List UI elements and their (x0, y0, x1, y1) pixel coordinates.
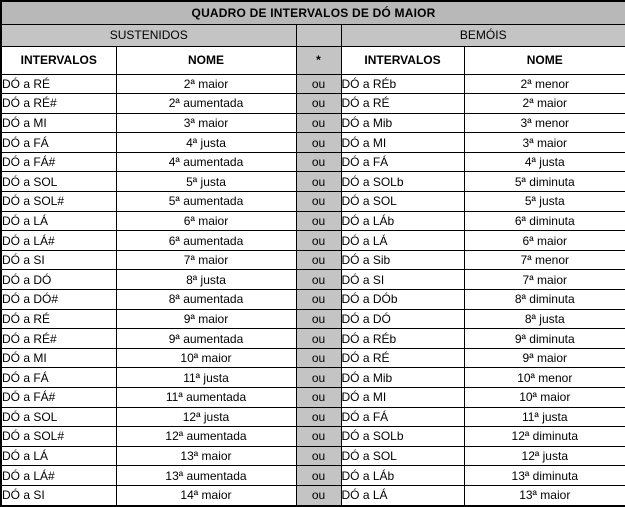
table-row (1, 74, 625, 94)
ou-cell: ou (296, 466, 341, 486)
sustenidos-interval-cell: DÓ a SI (1, 250, 116, 270)
bemois-interval-cell: DÓ a DÓ (341, 309, 464, 329)
bemois-interval-cell: DÓ a LÁ (341, 485, 464, 506)
bemois-name-cell: 10ª maior (464, 388, 625, 408)
bemois-name-cell: 2ª maior (464, 94, 625, 114)
bemois-name-cell: 13ª diminuta (464, 466, 625, 486)
table-row (1, 427, 625, 447)
table-row (1, 348, 625, 368)
bemois-name-cell: 10ª menor (464, 368, 625, 388)
sustenidos-interval-cell: DÓ a DÓ# (1, 290, 116, 310)
bemois-name-cell: 13ª maior (464, 485, 625, 506)
page-title: QUADRO DE INTERVALOS DE DÓ MAIOR (1, 1, 625, 24)
column-header-intervalos-right: INTERVALOS (341, 46, 464, 74)
sustenidos-name-cell: 5ª justa (116, 172, 296, 192)
sustenidos-name-cell: 4ª aumentada (116, 152, 296, 172)
sustenidos-interval-cell: DÓ a RÉ# (1, 329, 116, 349)
ou-cell: ou (296, 329, 341, 349)
bemois-interval-cell: DÓ a FÁ (341, 152, 464, 172)
table-row (1, 270, 625, 290)
table-row (1, 152, 625, 172)
bemois-name-cell: 12ª diminuta (464, 427, 625, 447)
table-row (1, 211, 625, 231)
table-row (1, 231, 625, 251)
sustenidos-interval-cell: DÓ a MI (1, 348, 116, 368)
bemois-name-cell: 2ª menor (464, 74, 625, 94)
bemois-interval-cell: DÓ a SOLb (341, 172, 464, 192)
bemois-name-cell: 7ª maior (464, 270, 625, 290)
column-header-star: * (296, 46, 341, 74)
sustenidos-interval-cell: DÓ a RÉ (1, 309, 116, 329)
table-row (1, 172, 625, 192)
sustenidos-name-cell: 7ª maior (116, 250, 296, 270)
bemois-name-cell: 9ª diminuta (464, 329, 625, 349)
sustenidos-name-cell: 13ª maior (116, 446, 296, 466)
column-header-nome-left: NOME (116, 46, 296, 74)
bemois-interval-cell: DÓ a LÁ (341, 231, 464, 251)
bemois-interval-cell: DÓ a SI (341, 270, 464, 290)
sustenidos-name-cell: 9ª maior (116, 309, 296, 329)
sustenidos-interval-cell: DÓ a SI (1, 485, 116, 506)
table-row (1, 388, 625, 408)
bemois-interval-cell: DÓ a DÓb (341, 290, 464, 310)
ou-cell: ou (296, 485, 341, 506)
ou-cell: ou (296, 348, 341, 368)
sustenidos-interval-cell: DÓ a DÓ (1, 270, 116, 290)
sustenidos-interval-cell: DÓ a SOL (1, 407, 116, 427)
bemois-interval-cell: DÓ a RÉ (341, 94, 464, 114)
bemois-interval-cell: DÓ a Mib (341, 113, 464, 133)
table-row (1, 329, 625, 349)
bemois-name-cell: 5ª justa (464, 192, 625, 212)
sustenidos-name-cell: 5ª aumentada (116, 192, 296, 212)
sustenidos-interval-cell: DÓ a MI (1, 113, 116, 133)
ou-cell: ou (296, 446, 341, 466)
ou-cell: ou (296, 172, 341, 192)
table-row (1, 368, 625, 388)
ou-cell: ou (296, 427, 341, 447)
bemois-name-cell: 12ª justa (464, 446, 625, 466)
sustenidos-interval-cell: DÓ a FÁ (1, 133, 116, 153)
sustenidos-name-cell: 12ª aumentada (116, 427, 296, 447)
table-row (1, 192, 625, 212)
bemois-name-cell: 3ª maior (464, 133, 625, 153)
sustenidos-name-cell: 10ª maior (116, 348, 296, 368)
bemois-interval-cell: DÓ a LÁb (341, 466, 464, 486)
bemois-name-cell: 6ª maior (464, 231, 625, 251)
table-row (1, 407, 625, 427)
section-header-bemois: BEMÓIS (341, 24, 625, 46)
column-header-nome-right: NOME (464, 46, 625, 74)
bemois-name-cell: 9ª maior (464, 348, 625, 368)
sustenidos-interval-cell: DÓ a SOL# (1, 192, 116, 212)
bemois-interval-cell: DÓ a FÁ (341, 407, 464, 427)
bemois-interval-cell: DÓ a MI (341, 388, 464, 408)
sustenidos-name-cell: 2ª maior (116, 74, 296, 94)
table-row (1, 113, 625, 133)
sustenidos-name-cell: 14ª maior (116, 485, 296, 506)
sustenidos-interval-cell: DÓ a FÁ (1, 368, 116, 388)
interval-table-body (1, 1, 625, 506)
ou-cell: ou (296, 152, 341, 172)
sustenidos-name-cell: 2ª aumentada (116, 94, 296, 114)
sustenidos-interval-cell: DÓ a SOL (1, 172, 116, 192)
sustenidos-name-cell: 11ª aumentada (116, 388, 296, 408)
table-row (1, 485, 625, 506)
section-header-sustenidos: SUSTENIDOS (1, 24, 296, 46)
sustenidos-name-cell: 6ª maior (116, 211, 296, 231)
column-header-row (1, 46, 625, 74)
ou-cell: ou (296, 231, 341, 251)
sustenidos-interval-cell: DÓ a LÁ# (1, 231, 116, 251)
ou-cell: ou (296, 94, 341, 114)
section-header-row (1, 24, 625, 46)
sustenidos-name-cell: 6ª aumentada (116, 231, 296, 251)
ou-cell: ou (296, 133, 341, 153)
table-row (1, 290, 625, 310)
table-row (1, 94, 625, 114)
bemois-name-cell: 8ª diminuta (464, 290, 625, 310)
sustenidos-interval-cell: DÓ a LÁ# (1, 466, 116, 486)
bemois-interval-cell: DÓ a RÉb (341, 329, 464, 349)
bemois-interval-cell: DÓ a MI (341, 133, 464, 153)
bemois-name-cell: 3ª menor (464, 113, 625, 133)
ou-cell: ou (296, 113, 341, 133)
table-row (1, 446, 625, 466)
bemois-interval-cell: DÓ a SOL (341, 446, 464, 466)
bemois-interval-cell: DÓ a SOL (341, 192, 464, 212)
bemois-name-cell: 8ª justa (464, 309, 625, 329)
bemois-interval-cell: DÓ a RÉb (341, 74, 464, 94)
bemois-interval-cell: DÓ a Mib (341, 368, 464, 388)
bemois-name-cell: 4ª justa (464, 152, 625, 172)
table-row (1, 466, 625, 486)
title-row (1, 1, 625, 24)
ou-cell: ou (296, 250, 341, 270)
table-row (1, 133, 625, 153)
ou-cell: ou (296, 388, 341, 408)
ou-cell: ou (296, 407, 341, 427)
sustenidos-interval-cell: DÓ a RÉ (1, 74, 116, 94)
sustenidos-name-cell: 3ª maior (116, 113, 296, 133)
sustenidos-name-cell: 9ª aumentada (116, 329, 296, 349)
sustenidos-interval-cell: DÓ a LÁ (1, 446, 116, 466)
sustenidos-name-cell: 8ª justa (116, 270, 296, 290)
sustenidos-name-cell: 8ª aumentada (116, 290, 296, 310)
bemois-name-cell: 5ª diminuta (464, 172, 625, 192)
sustenidos-interval-cell: DÓ a FÁ# (1, 152, 116, 172)
sustenidos-interval-cell: DÓ a RÉ# (1, 94, 116, 114)
sustenidos-interval-cell: DÓ a SOL# (1, 427, 116, 447)
bemois-name-cell: 6ª diminuta (464, 211, 625, 231)
sustenidos-name-cell: 11ª justa (116, 368, 296, 388)
ou-cell: ou (296, 270, 341, 290)
bemois-interval-cell: DÓ a Sib (341, 250, 464, 270)
ou-cell: ou (296, 368, 341, 388)
bemois-interval-cell: DÓ a RÉ (341, 348, 464, 368)
bemois-name-cell: 11ª justa (464, 407, 625, 427)
ou-cell: ou (296, 192, 341, 212)
bemois-name-cell: 7ª menor (464, 250, 625, 270)
column-header-intervalos-left: INTERVALOS (1, 46, 116, 74)
ou-cell: ou (296, 74, 341, 94)
sustenidos-interval-cell: DÓ a FÁ# (1, 388, 116, 408)
ou-cell: ou (296, 290, 341, 310)
sustenidos-name-cell: 4ª justa (116, 133, 296, 153)
ou-cell: ou (296, 211, 341, 231)
table-row (1, 250, 625, 270)
table-row (1, 309, 625, 329)
bemois-interval-cell: DÓ a LÁb (341, 211, 464, 231)
ou-cell: ou (296, 309, 341, 329)
section-header-spacer (296, 24, 341, 46)
sustenidos-name-cell: 12ª justa (116, 407, 296, 427)
bemois-interval-cell: DÓ a SOLb (341, 427, 464, 447)
sustenidos-name-cell: 13ª aumentada (116, 466, 296, 486)
sustenidos-interval-cell: DÓ a LÁ (1, 211, 116, 231)
